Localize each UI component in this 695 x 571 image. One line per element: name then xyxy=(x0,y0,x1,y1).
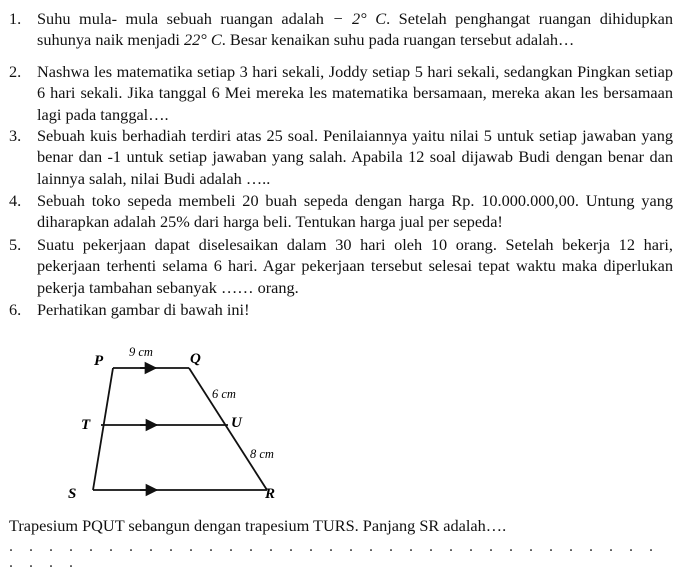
question-number: 2. xyxy=(9,62,22,81)
vertex-label-s: S xyxy=(68,486,77,502)
trapezoid-figure xyxy=(0,330,330,510)
math-expression: − 2° C xyxy=(332,9,387,28)
question-text: Suatu pekerjaan dapat diselesaikan dalam 30 hari oleh 10 orang. Setelah bekerja 12 hari, pekerjaan terhenti selama 6 hari. Agar pekerjaan tersebut selesai tepat waktu maka diperlukan pekerja tambahan sebanyak …… orang. xyxy=(37,235,673,297)
length-label-ur: 8 cm xyxy=(250,447,274,461)
vertex-label-r: R xyxy=(265,486,276,502)
edge-ps xyxy=(93,368,113,490)
question-number: 4. xyxy=(9,191,22,210)
question-text: Perhatikan gambar di bawah ini! xyxy=(37,300,250,319)
question-text: Nashwa les matematika setiap 3 hari sekali, Joddy setiap 5 hari sekali, sedangkan Pingkan setiap 6 hari sekali. Jika tanggal 6 Mei mereka les matematika bersamaan, mereka akan les bersamaan lagi pada tanggal…. xyxy=(37,62,673,124)
question-6-prompt: Trapesium PQUT sebangun dengan trapesium TURS. Panjang SR adalah…. xyxy=(9,516,507,535)
vertex-label-u: U xyxy=(231,415,242,431)
math-expression: 22° C xyxy=(183,30,222,50)
vertex-label-p: P xyxy=(94,353,104,369)
question-text-part: . Setelah penghangat ruangan dihidupkan suhunya naik menjadi xyxy=(37,9,674,50)
cutoff-next-line: . . . . . . . . . . . . . . . . . . . . . . . . . . . . . . . . . . . . . xyxy=(9,538,659,571)
question-number: 3. xyxy=(9,126,22,145)
question-number: 1. xyxy=(9,9,22,28)
question-number: 5. xyxy=(9,235,22,254)
question-number: 6. xyxy=(9,300,22,319)
question-text: Sebuah kuis berhadiah terdiri atas 25 soal. Penilaiannya yaitu nilai 5 untuk setiap jawaban yang benar dan -1 untuk setiap jawaban yang salah. Apabila 12 soal dijawab Budi dengan benar dan lainnya salah, nilai Budi adalah ….. xyxy=(37,126,673,188)
vertex-label-q: Q xyxy=(190,351,201,367)
vertex-label-t: T xyxy=(81,417,91,433)
length-label-qu: 6 cm xyxy=(212,387,236,401)
question-text: Sebuah toko sepeda membeli 20 buah sepeda dengan harga Rp. 10.000.000,00. Untung yang diharapkan adalah 25% dari harga beli. Tentukan harga jual per sepeda! xyxy=(37,191,673,232)
length-label-pq: 9 cm xyxy=(129,345,153,359)
trapezoid-diagram xyxy=(0,330,330,510)
question-text-part: . Besar kenaikan suhu pada ruangan tersebut adalah… xyxy=(221,30,575,50)
question-text xyxy=(37,8,673,51)
question-text-part: Suhu mula- mula sebuah ruangan adalah xyxy=(37,9,333,28)
